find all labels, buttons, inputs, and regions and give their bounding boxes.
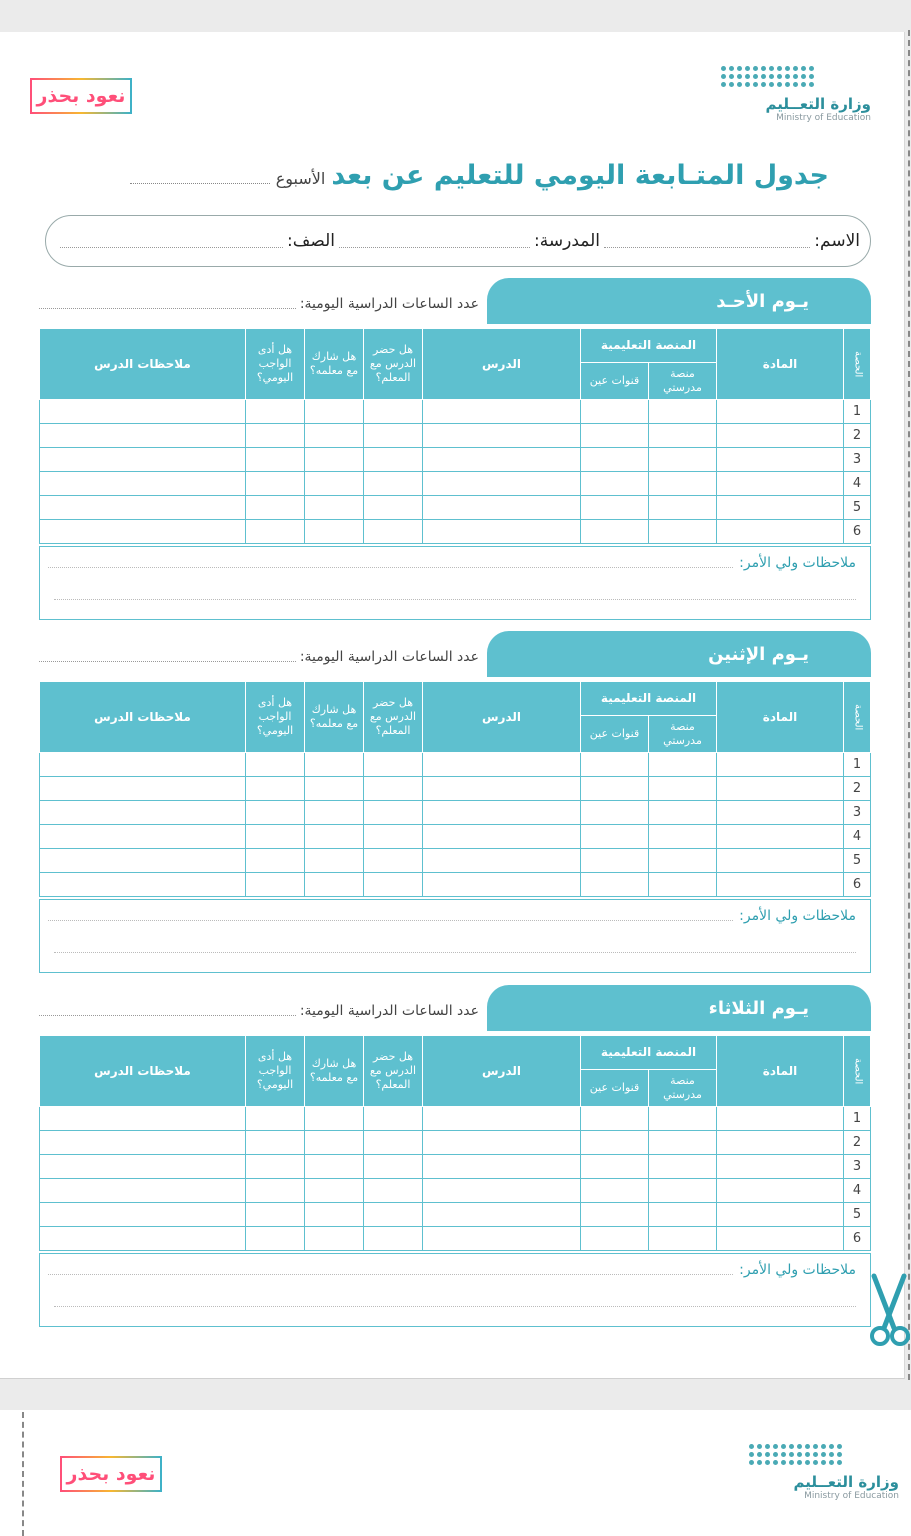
subject-cell[interactable] (717, 825, 844, 849)
header-period: الحصة (844, 329, 871, 400)
lesson-cell[interactable] (423, 424, 581, 448)
ain-cell[interactable] (581, 400, 649, 424)
table-row (40, 1131, 871, 1155)
madrasati-cell[interactable] (649, 1227, 717, 1251)
period-number: 2 (844, 777, 871, 801)
brand-logo-2 (60, 1456, 162, 1492)
period-number: 1 (844, 1107, 871, 1131)
subject-cell[interactable] (717, 753, 844, 777)
parent-notes-line-1[interactable] (48, 1265, 733, 1275)
lesson-notes-cell[interactable] (40, 777, 246, 801)
lesson-notes-cell[interactable] (40, 1179, 246, 1203)
madrasati-cell[interactable] (649, 753, 717, 777)
lesson-cell[interactable] (423, 753, 581, 777)
table-row (40, 496, 871, 520)
header-attended: هل حضر الدرس مع المعلم؟ (364, 329, 423, 400)
homework-cell[interactable] (246, 1107, 305, 1131)
table-row (40, 520, 871, 544)
header-ain: قنوات عين (581, 363, 649, 400)
lesson-cell[interactable] (423, 1179, 581, 1203)
participated-cell[interactable] (305, 496, 364, 520)
homework-cell[interactable] (246, 801, 305, 825)
madrasati-cell[interactable] (649, 1203, 717, 1227)
homework-cell[interactable] (246, 424, 305, 448)
ain-cell[interactable] (581, 873, 649, 897)
table-row (40, 753, 871, 777)
madrasati-cell[interactable] (649, 1155, 717, 1179)
hours-label: عدد الساعات الدراسية اليومية: (299, 296, 479, 312)
subject-cell[interactable] (717, 801, 844, 825)
period-number: 5 (844, 1203, 871, 1227)
table-row (40, 801, 871, 825)
daily-hours (39, 1003, 479, 1019)
ain-cell[interactable] (581, 472, 649, 496)
madrasati-cell[interactable] (649, 777, 717, 801)
lesson-cell[interactable] (423, 448, 581, 472)
period-number: 3 (844, 1155, 871, 1179)
subject-cell[interactable] (717, 873, 844, 897)
participated-cell[interactable] (305, 1227, 364, 1251)
madrasati-cell[interactable] (649, 520, 717, 544)
lesson-notes-cell[interactable] (40, 1227, 246, 1251)
attended-cell[interactable] (364, 1107, 423, 1131)
period-number: 3 (844, 448, 871, 472)
table-row (40, 1179, 871, 1203)
madrasati-cell[interactable] (649, 873, 717, 897)
day-name: يـوم الإثنين (708, 643, 809, 665)
header-madrasati: منصة مدرستي (649, 716, 717, 753)
ain-cell[interactable] (581, 1155, 649, 1179)
name-label: الاسم: (814, 231, 860, 251)
hours-field[interactable] (39, 652, 296, 662)
day-name: يـوم الثلاثاء (708, 997, 809, 1019)
attended-cell[interactable] (364, 424, 423, 448)
page-title: جدول المتـابعة اليومي للتعليم عن بعد (331, 160, 829, 191)
table-row (40, 1227, 871, 1251)
ministry-dots-icon (721, 66, 871, 87)
homework-cell[interactable] (246, 1155, 305, 1179)
lesson-notes-cell[interactable] (40, 1155, 246, 1179)
madrasati-cell[interactable] (649, 1131, 717, 1155)
table-row (40, 873, 871, 897)
period-number: 6 (844, 873, 871, 897)
participated-cell[interactable] (305, 400, 364, 424)
hours-label: عدد الساعات الدراسية اليومية: (299, 1003, 479, 1019)
lesson-cell[interactable] (423, 400, 581, 424)
subject-cell[interactable] (717, 777, 844, 801)
school-field[interactable] (339, 235, 530, 248)
subject-cell[interactable] (717, 1155, 844, 1179)
day-name: يـوم الأحـد (716, 290, 809, 312)
lesson-notes-cell[interactable] (40, 400, 246, 424)
period-number: 6 (844, 1227, 871, 1251)
week-label: الأسبوع (275, 169, 326, 188)
participated-cell[interactable] (305, 801, 364, 825)
ain-cell[interactable] (581, 520, 649, 544)
subject-cell[interactable] (717, 1203, 844, 1227)
brand-logo-text-2: نعود بحذر (66, 1463, 156, 1485)
header-platform: المنصة التعليمية (581, 682, 717, 716)
lesson-cell[interactable] (423, 1155, 581, 1179)
schedule-table (39, 328, 871, 544)
homework-cell[interactable] (246, 1203, 305, 1227)
homework-cell[interactable] (246, 849, 305, 873)
parent-notes-label: ملاحظات ولي الأمر: (739, 1262, 856, 1278)
ain-cell[interactable] (581, 801, 649, 825)
ministry-name-ar-2: وزارة التعــليم (793, 1473, 899, 1491)
header-homework: هل أدى الواجب اليومي؟ (246, 682, 305, 753)
period-number: 2 (844, 1131, 871, 1155)
lesson-cell[interactable] (423, 801, 581, 825)
brand-logo (30, 78, 132, 114)
hours-field[interactable] (39, 1006, 296, 1016)
header-lesson-notes: ملاحظات الدرس (40, 1036, 246, 1107)
header-homework: هل أدى الواجب اليومي؟ (246, 1036, 305, 1107)
header-ain: قنوات عين (581, 1070, 649, 1107)
table-row (40, 424, 871, 448)
lesson-cell[interactable] (423, 777, 581, 801)
ministry-logo-2 (749, 1444, 899, 1501)
header-homework: هل أدى الواجب اليومي؟ (246, 329, 305, 400)
header-lesson: الدرس (423, 682, 581, 753)
header-subject: المادة (717, 329, 844, 400)
header-period: الحصة (844, 1036, 871, 1107)
subject-cell[interactable] (717, 520, 844, 544)
participated-cell[interactable] (305, 849, 364, 873)
parent-notes-box (39, 546, 871, 620)
period-number: 4 (844, 825, 871, 849)
period-number: 4 (844, 1179, 871, 1203)
header-participated: هل شارك مع معلمه؟ (305, 329, 364, 400)
ain-cell[interactable] (581, 753, 649, 777)
parent-notes-label: ملاحظات ولي الأمر: (739, 908, 856, 924)
lesson-cell[interactable] (423, 472, 581, 496)
attended-cell[interactable] (364, 1131, 423, 1155)
lesson-cell[interactable] (423, 1107, 581, 1131)
attended-cell[interactable] (364, 520, 423, 544)
participated-cell[interactable] (305, 520, 364, 544)
attended-cell[interactable] (364, 400, 423, 424)
header-participated: هل شارك مع معلمه؟ (305, 682, 364, 753)
parent-notes-line-2[interactable] (54, 599, 856, 600)
attended-cell[interactable] (364, 1179, 423, 1203)
madrasati-cell[interactable] (649, 400, 717, 424)
homework-cell[interactable] (246, 448, 305, 472)
attended-cell[interactable] (364, 496, 423, 520)
class-field[interactable] (60, 235, 283, 248)
table-row (40, 400, 871, 424)
participated-cell[interactable] (305, 777, 364, 801)
header-participated: هل شارك مع معلمه؟ (305, 1036, 364, 1107)
attended-cell[interactable] (364, 849, 423, 873)
subject-cell[interactable] (717, 1179, 844, 1203)
madrasati-cell[interactable] (649, 1179, 717, 1203)
brand-logo-text: نعود بحذر (36, 85, 126, 107)
ain-cell[interactable] (581, 1107, 649, 1131)
lesson-cell[interactable] (423, 849, 581, 873)
header-subject: المادة (717, 682, 844, 753)
student-info-box (45, 215, 871, 267)
scissors-icon (868, 1272, 910, 1350)
header-lesson: الدرس (423, 1036, 581, 1107)
parent-notes-label: ملاحظات ولي الأمر: (739, 555, 856, 571)
lesson-notes-cell[interactable] (40, 1203, 246, 1227)
parent-notes-line-1[interactable] (48, 558, 733, 568)
ain-cell[interactable] (581, 1227, 649, 1251)
attended-cell[interactable] (364, 777, 423, 801)
participated-cell[interactable] (305, 825, 364, 849)
madrasati-cell[interactable] (649, 1107, 717, 1131)
ministry-logo (721, 66, 871, 123)
subject-cell[interactable] (717, 849, 844, 873)
participated-cell[interactable] (305, 753, 364, 777)
period-number: 5 (844, 496, 871, 520)
hours-label: عدد الساعات الدراسية اليومية: (299, 649, 479, 665)
schedule-table (39, 681, 871, 897)
lesson-cell[interactable] (423, 1131, 581, 1155)
table-row (40, 1155, 871, 1179)
lesson-notes-cell[interactable] (40, 472, 246, 496)
header-period: الحصة (844, 682, 871, 753)
lesson-notes-cell[interactable] (40, 520, 246, 544)
attended-cell[interactable] (364, 1155, 423, 1179)
participated-cell[interactable] (305, 472, 364, 496)
name-field[interactable] (604, 235, 810, 248)
subject-cell[interactable] (717, 448, 844, 472)
daily-hours (39, 296, 479, 312)
subject-cell[interactable] (717, 496, 844, 520)
homework-cell[interactable] (246, 777, 305, 801)
madrasati-cell[interactable] (649, 472, 717, 496)
header-platform: المنصة التعليمية (581, 329, 717, 363)
header-attended: هل حضر الدرس مع المعلم؟ (364, 1036, 423, 1107)
ain-cell[interactable] (581, 496, 649, 520)
header-madrasati: منصة مدرستي (649, 1070, 717, 1107)
attended-cell[interactable] (364, 1227, 423, 1251)
class-label: الصف: (287, 231, 335, 251)
lesson-notes-cell[interactable] (40, 801, 246, 825)
ain-cell[interactable] (581, 424, 649, 448)
day-tab (487, 985, 871, 1031)
lesson-notes-cell[interactable] (40, 496, 246, 520)
parent-notes-line-1[interactable] (48, 911, 733, 921)
ministry-dots-icon-2 (749, 1444, 899, 1465)
attended-cell[interactable] (364, 873, 423, 897)
lesson-notes-cell[interactable] (40, 1131, 246, 1155)
period-number: 1 (844, 400, 871, 424)
madrasati-cell[interactable] (649, 825, 717, 849)
lesson-cell[interactable] (423, 1203, 581, 1227)
period-number: 6 (844, 520, 871, 544)
lesson-notes-cell[interactable] (40, 1107, 246, 1131)
table-row (40, 448, 871, 472)
participated-cell[interactable] (305, 1203, 364, 1227)
period-number: 4 (844, 472, 871, 496)
subject-cell[interactable] (717, 1107, 844, 1131)
subject-cell[interactable] (717, 1131, 844, 1155)
header-attended: هل حضر الدرس مع المعلم؟ (364, 682, 423, 753)
attended-cell[interactable] (364, 448, 423, 472)
participated-cell[interactable] (305, 1179, 364, 1203)
table-row (40, 825, 871, 849)
cut-line (908, 30, 910, 1380)
lesson-notes-cell[interactable] (40, 424, 246, 448)
attended-cell[interactable] (364, 825, 423, 849)
homework-cell[interactable] (246, 472, 305, 496)
lesson-notes-cell[interactable] (40, 849, 246, 873)
homework-cell[interactable] (246, 1227, 305, 1251)
ministry-name-en-2: Ministry of Education (804, 1491, 899, 1501)
ain-cell[interactable] (581, 777, 649, 801)
title-row (130, 160, 829, 191)
homework-cell[interactable] (246, 400, 305, 424)
homework-cell[interactable] (246, 1179, 305, 1203)
daily-hours (39, 649, 479, 665)
lesson-notes-cell[interactable] (40, 873, 246, 897)
parent-notes-box (39, 1253, 871, 1327)
homework-cell[interactable] (246, 520, 305, 544)
cut-line-2 (22, 1412, 24, 1536)
ministry-name-en: Ministry of Education (776, 113, 871, 123)
participated-cell[interactable] (305, 1107, 364, 1131)
participated-cell[interactable] (305, 448, 364, 472)
participated-cell[interactable] (305, 1131, 364, 1155)
participated-cell[interactable] (305, 873, 364, 897)
homework-cell[interactable] (246, 1131, 305, 1155)
homework-cell[interactable] (246, 873, 305, 897)
table-row (40, 849, 871, 873)
day-tab (487, 631, 871, 677)
header-lesson-notes: ملاحظات الدرس (40, 329, 246, 400)
homework-cell[interactable] (246, 496, 305, 520)
period-number: 5 (844, 849, 871, 873)
ain-cell[interactable] (581, 1179, 649, 1203)
table-row (40, 1107, 871, 1131)
madrasati-cell[interactable] (649, 801, 717, 825)
madrasati-cell[interactable] (649, 448, 717, 472)
header-subject: المادة (717, 1036, 844, 1107)
header-lesson: الدرس (423, 329, 581, 400)
day-tab (487, 278, 871, 324)
lesson-cell[interactable] (423, 825, 581, 849)
lesson-notes-cell[interactable] (40, 448, 246, 472)
period-number: 3 (844, 801, 871, 825)
week-field[interactable] (130, 169, 270, 184)
header-platform: المنصة التعليمية (581, 1036, 717, 1070)
period-number: 2 (844, 424, 871, 448)
lesson-cell[interactable] (423, 496, 581, 520)
ain-cell[interactable] (581, 849, 649, 873)
lesson-cell[interactable] (423, 873, 581, 897)
table-row (40, 1203, 871, 1227)
attended-cell[interactable] (364, 801, 423, 825)
period-number: 1 (844, 753, 871, 777)
hours-field[interactable] (39, 299, 296, 309)
schedule-table (39, 1035, 871, 1251)
ain-cell[interactable] (581, 825, 649, 849)
parent-notes-line-2[interactable] (54, 952, 856, 953)
homework-cell[interactable] (246, 825, 305, 849)
participated-cell[interactable] (305, 424, 364, 448)
header-madrasati: منصة مدرستي (649, 363, 717, 400)
header-lesson-notes: ملاحظات الدرس (40, 682, 246, 753)
attended-cell[interactable] (364, 1203, 423, 1227)
homework-cell[interactable] (246, 753, 305, 777)
ain-cell[interactable] (581, 1131, 649, 1155)
lesson-cell[interactable] (423, 520, 581, 544)
ain-cell[interactable] (581, 448, 649, 472)
subject-cell[interactable] (717, 400, 844, 424)
ministry-name-ar: وزارة التعــليم (765, 95, 871, 113)
madrasati-cell[interactable] (649, 849, 717, 873)
lesson-cell[interactable] (423, 1227, 581, 1251)
table-row (40, 472, 871, 496)
school-label: المدرسة: (534, 231, 600, 251)
parent-notes-line-2[interactable] (54, 1306, 856, 1307)
madrasati-cell[interactable] (649, 424, 717, 448)
parent-notes-box (39, 899, 871, 973)
lesson-notes-cell[interactable] (40, 753, 246, 777)
madrasati-cell[interactable] (649, 496, 717, 520)
subject-cell[interactable] (717, 1227, 844, 1251)
lesson-notes-cell[interactable] (40, 825, 246, 849)
table-row (40, 777, 871, 801)
ain-cell[interactable] (581, 1203, 649, 1227)
attended-cell[interactable] (364, 753, 423, 777)
subject-cell[interactable] (717, 472, 844, 496)
attended-cell[interactable] (364, 472, 423, 496)
header-ain: قنوات عين (581, 716, 649, 753)
subject-cell[interactable] (717, 424, 844, 448)
participated-cell[interactable] (305, 1155, 364, 1179)
